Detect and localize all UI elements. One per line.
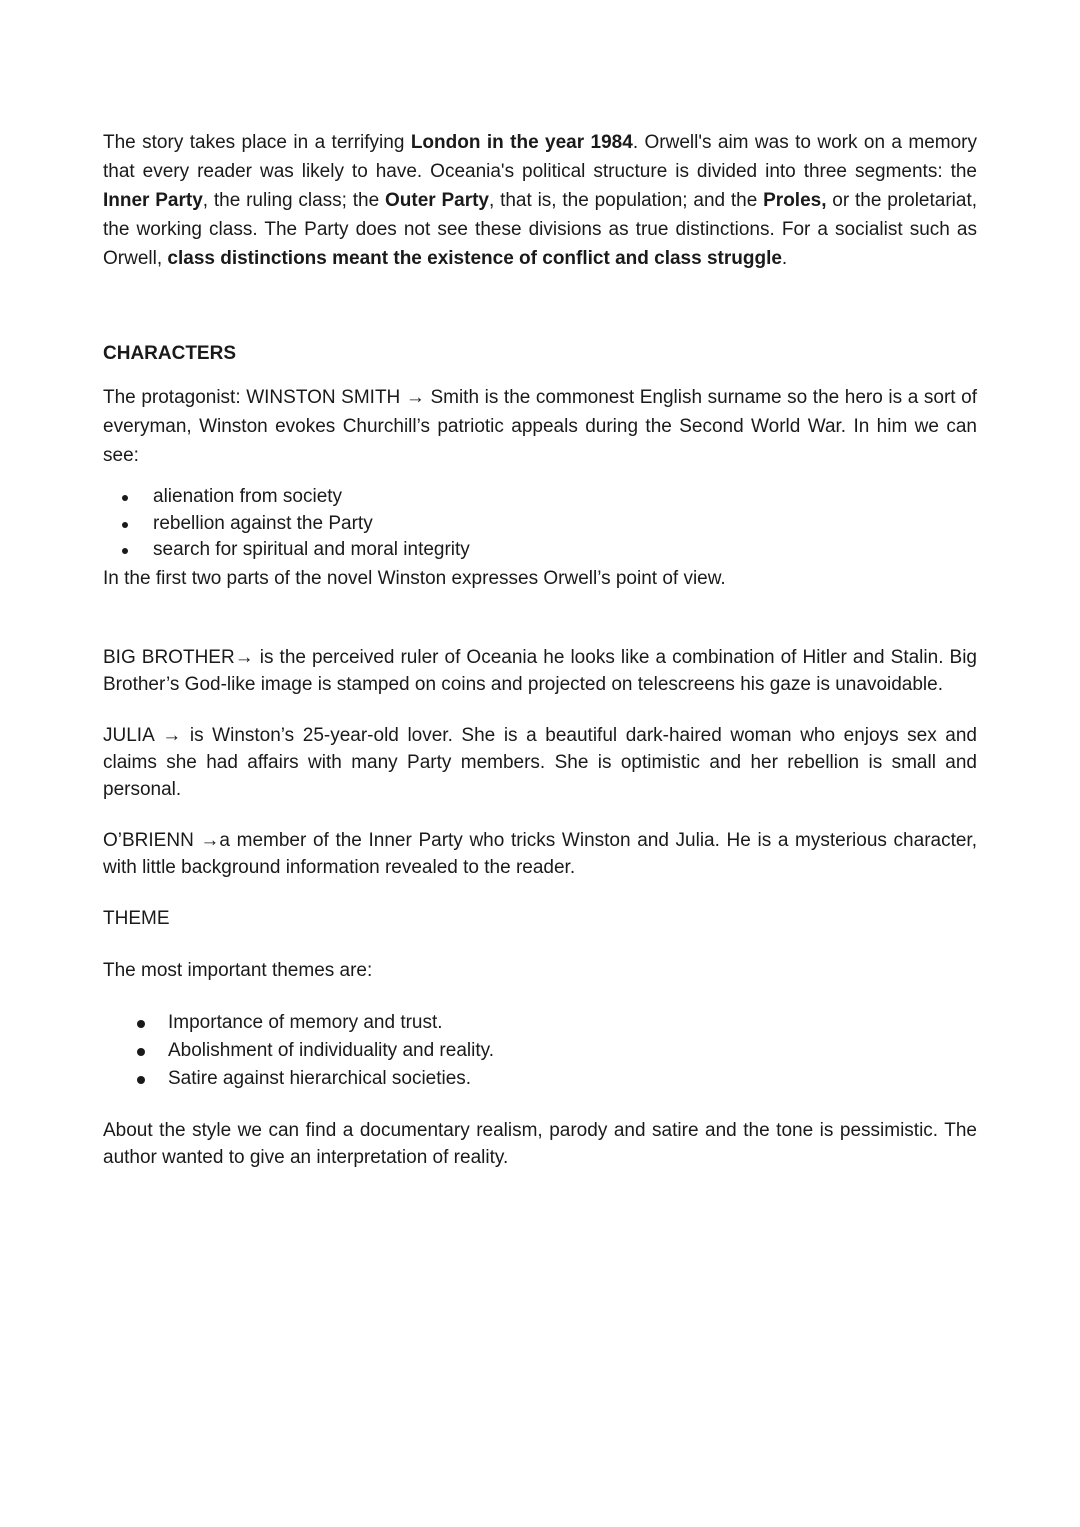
intro-text-6: .	[781, 248, 788, 269]
bullet-icon	[122, 548, 128, 554]
intro-text-1: The story takes place in a terrifying	[103, 132, 411, 153]
bullet-icon	[122, 522, 128, 528]
intro-bold-outer-party: Outer Party	[384, 190, 489, 211]
list-item: Abolishment of individuality and reality.	[103, 1037, 977, 1065]
bullet-icon	[137, 1020, 145, 1028]
winston-viewpoint-paragraph: In the first two parts of the novel Winston expresses Orwell’s point of view.	[103, 567, 726, 589]
bullet-icon	[122, 495, 128, 501]
intro-text-3: , the ruling class; the	[202, 190, 385, 211]
big-brother-paragraph: BIG BROTHER→ is the perceived ruler of Oceania he looks like a combination of Hitler and Stalin. Big Brother’s God-like image is stamped on coins and projected on telescreens his gaze is unavoidable.	[103, 646, 977, 695]
intro-text-4: , that is, the population; and the	[489, 190, 764, 211]
style-paragraph: About the style we can find a documentary realism, parody and satire and the tone is pessimistic. The author wanted to give an interpretation of reality.	[103, 1119, 977, 1168]
intro-text-5: or the proletariat, the working class. The Party does not see these divisions as true distinctions. For a socialist such as Orwell,	[103, 190, 977, 269]
intro-paragraph	[103, 128, 977, 273]
list-item: rebellion against the Party	[103, 511, 977, 538]
bullet-icon	[137, 1048, 145, 1056]
list-item: Satire against hierarchical societies.	[103, 1065, 977, 1093]
list-item: search for spiritual and moral integrity	[103, 537, 977, 564]
characters-heading: CHARACTERS	[103, 343, 236, 364]
list-item: alienation from society	[103, 484, 977, 511]
document-page	[103, 128, 977, 1171]
obrien-paragraph: O’BRIENN →a member of the Inner Party who tricks Winston and Julia. He is a mysterious character, with little background information revealed to the reader.	[103, 829, 977, 878]
theme-intro: The most important themes are:	[103, 959, 373, 981]
protagonist-paragraph: The protagonist: WINSTON SMITH → Smith is the commonest English surname so the hero is a sort of everyman, Winston evokes Churchill’s patriotic appeals during the Second World War. In him we can see:	[103, 387, 977, 466]
intro-text-2: . Orwell's aim was to work on a memory that every reader was likely to have. Oceania's political structure is divided into three segments: the	[103, 132, 978, 182]
intro-bold-inner-party: Inner Party	[103, 190, 203, 211]
julia-paragraph: JULIA → is Winston’s 25-year-old lover. She is a beautiful dark-haired woman who enjoys sex and claims she had affairs with many Party members. She is optimistic and her rebellion is small and personal.	[103, 724, 977, 800]
intro-bold-london: London in the year 1984	[410, 132, 633, 153]
bullet-icon	[137, 1076, 145, 1084]
list-item: Importance of memory and trust.	[103, 1009, 977, 1037]
theme-heading: THEME	[103, 907, 170, 929]
intro-bold-proles: Proles,	[763, 190, 827, 211]
themes-list	[103, 1009, 977, 1093]
intro-bold-class-distinctions: class distinctions meant the existence of conflict and class struggle	[167, 248, 782, 269]
protagonist-traits-list	[103, 484, 977, 564]
